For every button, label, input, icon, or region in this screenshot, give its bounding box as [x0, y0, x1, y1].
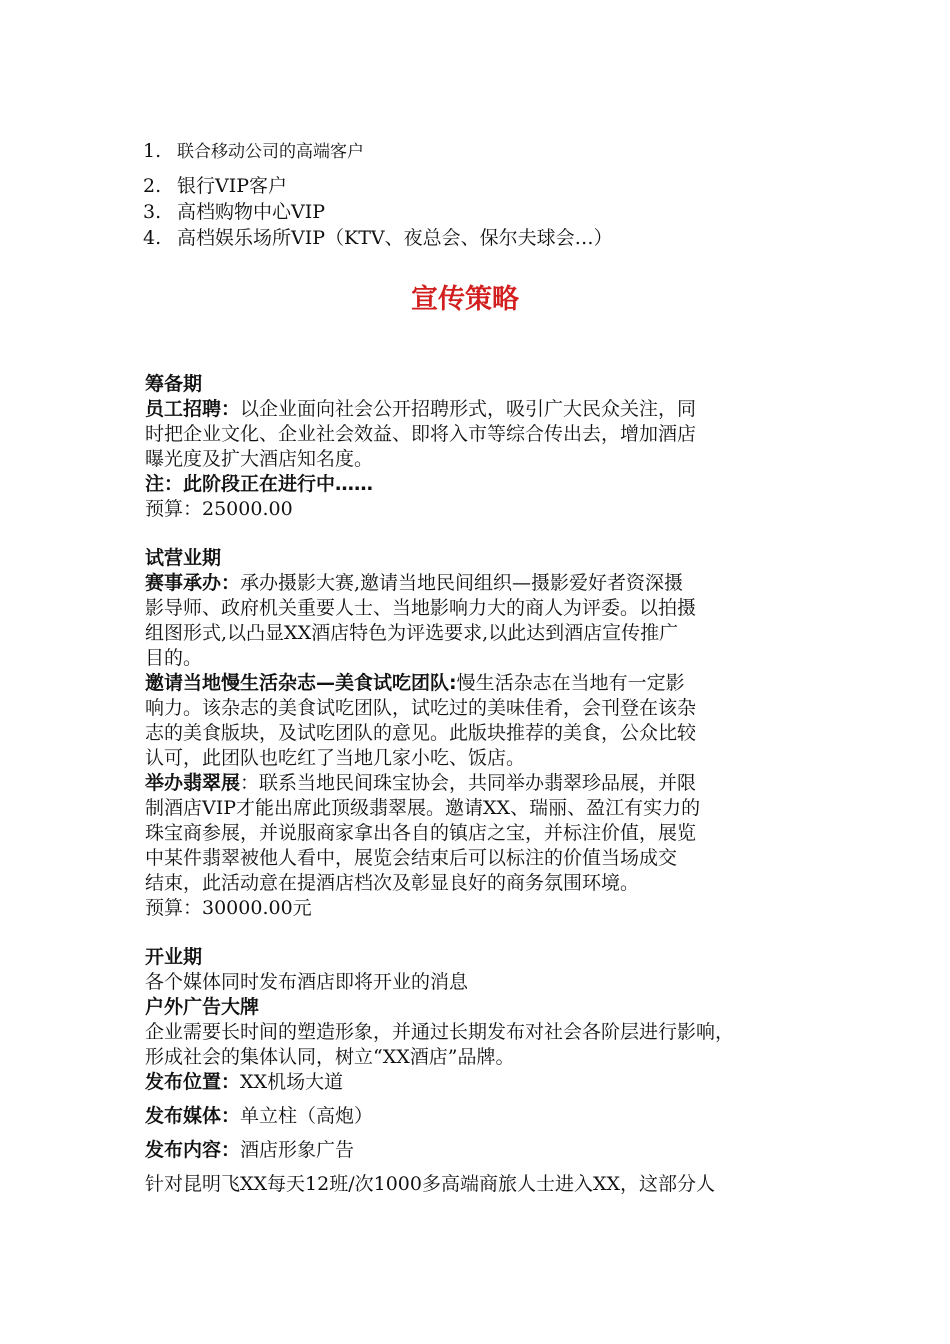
list-number: 1. — [143, 140, 162, 162]
list-number: 4. — [143, 227, 162, 249]
strategy-body — [145, 372, 805, 1197]
billboard-text: 企业需要长时间的塑造形象，并通过长期发布对社会各阶层进行影响， — [145, 1021, 735, 1043]
prep-budget: 预算：25000.00 — [145, 498, 293, 520]
location-line — [145, 1070, 805, 1095]
customer-list — [143, 138, 823, 251]
jade-text: 中某件翡翠被他人看中，展览会结束后可以标注的价值当场成交 — [145, 847, 678, 869]
jade-text: 制酒店VIP才能出席此顶级翡翠展。邀请XX、瑞丽、盈江有实力的 — [145, 797, 701, 819]
magazine-label: 邀请当地慢生活杂志—美食试吃团队: — [145, 672, 457, 694]
location-label: 发布位置： — [145, 1071, 241, 1093]
content-label: 发布内容： — [145, 1139, 241, 1161]
jade-line — [145, 771, 805, 796]
list-item — [143, 199, 823, 225]
flight-line: 针对昆明飞XX每天12班/次1000多高端商旅人士进入XX，这部分人 — [145, 1173, 716, 1195]
spacer — [145, 921, 805, 945]
trial-heading: 试营业期 — [145, 547, 222, 569]
list-number: 2. — [143, 175, 162, 197]
recruit-text: 曝光度及扩大酒店知名度。 — [145, 448, 374, 470]
billboard-heading: 户外广告大牌 — [145, 996, 260, 1018]
jade-text: ：联系当地民间珠宝协会，共同举办翡翠珍品展，并限 — [240, 772, 697, 794]
recruit-label: 员工招聘： — [145, 398, 241, 420]
list-item — [143, 225, 823, 251]
magazine-text: 志的美食版块，及试吃团队的意见。此版块推荐的美食，公众比较 — [145, 722, 697, 744]
content-line — [145, 1138, 805, 1163]
contest-text: 承办摄影大赛,邀请当地民间组织—摄影爱好者资深摄 — [240, 572, 684, 594]
contest-line — [145, 571, 805, 596]
magazine-text: 认可，此团队也吃红了当地几家小吃、饭店。 — [145, 747, 526, 769]
list-number: 3. — [143, 201, 162, 223]
list-text: 银行VIP客户 — [177, 175, 288, 197]
recruit-text: 以企业面向社会公开招聘形式，吸引广大民众关注，同 — [240, 398, 697, 420]
media-line — [145, 1104, 805, 1129]
location-value: XX机场大道 — [240, 1071, 344, 1093]
prep-heading: 筹备期 — [145, 373, 203, 395]
jade-text: 珠宝商参展，并说服商家拿出各自的镇店之宝，并标注价值，展览 — [145, 822, 697, 844]
opening-heading: 开业期 — [145, 946, 203, 968]
magazine-text: 慢生活杂志在当地有一定影 — [456, 672, 685, 694]
list-text: 联合移动公司的高端客户 — [177, 142, 364, 162]
list-item — [143, 173, 823, 199]
spacer — [145, 522, 805, 546]
prep-note: 注：此阶段正在进行中…… — [145, 473, 374, 495]
contest-label: 赛事承办： — [145, 572, 241, 594]
media-label: 发布媒体： — [145, 1105, 241, 1127]
contest-text: 目的。 — [145, 647, 203, 669]
trial-budget: 预算：30000.00元 — [145, 897, 312, 919]
spacer — [145, 1129, 805, 1138]
contest-text: 组图形式,以凸显XX酒店特色为评选要求,以此达到酒店宣传推广 — [145, 622, 679, 644]
magazine-text: 响力。该杂志的美食试吃团队，试吃过的美味佳肴，会刊登在该杂 — [145, 697, 697, 719]
media-announcement: 各个媒体同时发布酒店即将开业的消息 — [145, 971, 469, 993]
jade-label: 举办翡翠展 — [145, 772, 241, 794]
magazine-line — [145, 671, 805, 696]
jade-text: 结束，此活动意在提酒店档次及彰显良好的商务氛围环境。 — [145, 872, 640, 894]
list-item — [143, 138, 823, 173]
media-value: 单立柱（高炮） — [240, 1105, 374, 1127]
spacer — [145, 1163, 805, 1172]
recruit-text: 时把企业文化、企业社会效益、即将入市等综合传出去，增加酒店 — [145, 423, 697, 445]
recruit-line — [145, 397, 805, 422]
page-title: 宣传策略 — [411, 284, 519, 315]
billboard-text: 形成社会的集体认同，树立“XX酒店”品牌。 — [145, 1046, 515, 1068]
list-text: 高档娱乐场所VIP（KTV、夜总会、保尔夫球会…） — [177, 227, 613, 249]
list-text: 高档购物中心VIP — [177, 201, 326, 223]
content-value: 酒店形象广告 — [240, 1139, 355, 1161]
contest-text: 影导师、政府机关重要人士、当地影响力大的商人为评委。以拍摄 — [145, 597, 697, 619]
spacer — [145, 1095, 805, 1104]
